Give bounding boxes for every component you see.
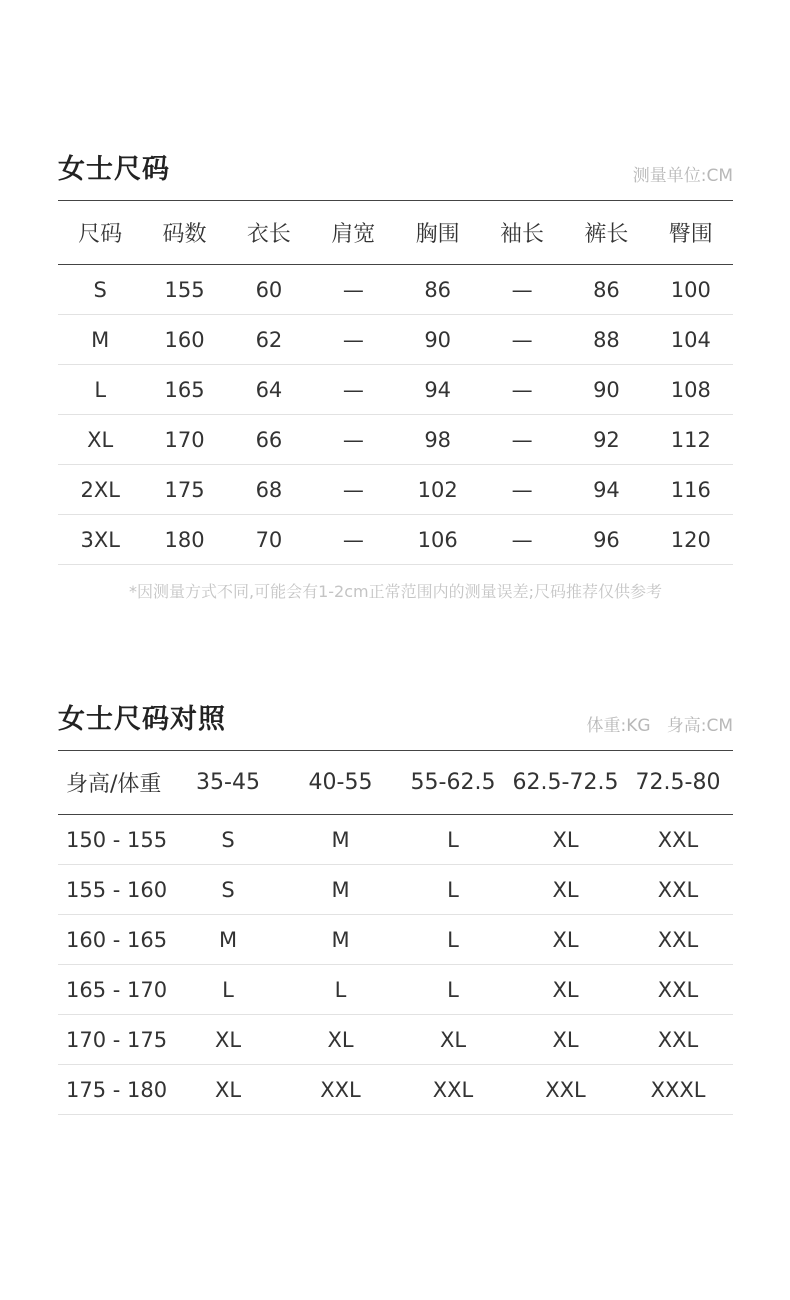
column-header: 72.5-80 <box>635 770 721 795</box>
table-row <box>58 1065 733 1115</box>
table-cell: 104 <box>670 327 711 352</box>
table-cell: L <box>94 377 107 402</box>
table-row <box>58 315 733 365</box>
table-cell: M <box>331 927 350 952</box>
table-cell: 3XL <box>80 527 120 552</box>
table-cell: — <box>342 327 364 352</box>
table-row <box>58 515 733 565</box>
table-cell: XL <box>87 427 114 452</box>
table-cell: 96 <box>593 527 620 552</box>
table-cell: 66 <box>255 427 283 452</box>
column-header: 62.5-72.5 <box>512 770 619 795</box>
table-row <box>58 865 733 915</box>
table-cell: XL <box>552 927 579 952</box>
column-header: 40-55 <box>308 770 373 795</box>
table-row <box>58 465 733 515</box>
table-cell: XL <box>327 1027 354 1052</box>
table-row <box>58 815 733 865</box>
table-cell: 92 <box>593 427 620 452</box>
table-cell: S <box>221 877 235 902</box>
table-header-row <box>58 201 733 265</box>
table-cell: 62 <box>255 327 283 352</box>
table-cell: XXL <box>657 877 699 902</box>
table-cell: 60 <box>255 277 283 302</box>
table-cell: 165 - 170 <box>66 977 168 1002</box>
table-cell: 106 <box>417 527 458 552</box>
table-cell: XL <box>552 977 579 1002</box>
size-chart-unit: 测量单位:CM <box>632 166 733 186</box>
table-cell: — <box>511 327 533 352</box>
table-row <box>58 915 733 965</box>
column-header: 臀围 <box>668 222 713 247</box>
table-cell: S <box>221 827 235 852</box>
table-cell: 170 <box>164 427 205 452</box>
size-reference-unit: 体重:KG 身高:CM <box>586 716 733 736</box>
table-cell: 68 <box>255 477 283 502</box>
table-cell: 94 <box>593 477 620 502</box>
table-cell: XXXL <box>650 1077 706 1102</box>
column-header: 裤长 <box>584 222 629 247</box>
size-chart-table <box>58 200 733 565</box>
size-reference-header <box>58 700 733 750</box>
table-cell: — <box>342 277 364 302</box>
table-cell: 100 <box>670 277 711 302</box>
table-cell: L <box>222 977 234 1002</box>
table-cell: XXL <box>657 977 699 1002</box>
table-cell: 86 <box>593 277 620 302</box>
table-cell: XXL <box>545 1077 586 1102</box>
table-cell: 155 <box>164 277 205 302</box>
table-cell: 120 <box>670 527 711 552</box>
size-reference-section <box>58 700 733 1115</box>
table-cell: M <box>331 877 350 902</box>
table-cell: 94 <box>424 377 452 402</box>
table-cell: — <box>342 377 364 402</box>
table-cell: L <box>447 877 459 902</box>
table-cell: 150 - 155 <box>66 827 168 852</box>
table-cell: XL <box>552 877 579 902</box>
table-cell: 64 <box>255 377 283 402</box>
table-cell: 155 - 160 <box>66 877 168 902</box>
table-row <box>58 1015 733 1065</box>
table-row <box>58 365 733 415</box>
table-cell: XXL <box>657 927 699 952</box>
table-cell: XXL <box>657 1027 699 1052</box>
table-cell: XL <box>439 1027 467 1052</box>
column-header: 肩宽 <box>331 222 376 247</box>
table-cell: M <box>331 827 350 852</box>
column-header: 袖长 <box>500 222 545 247</box>
table-cell: L <box>447 927 459 952</box>
table-cell: M <box>91 327 110 352</box>
table-cell: 88 <box>593 327 620 352</box>
table-cell: — <box>511 427 533 452</box>
table-cell: — <box>511 377 533 402</box>
table-cell: 90 <box>424 327 452 352</box>
column-header: 胸围 <box>415 222 460 247</box>
size-chart-header <box>58 150 733 200</box>
table-cell: — <box>511 277 533 302</box>
table-row <box>58 415 733 465</box>
column-header: 35-45 <box>196 770 260 795</box>
table-cell: — <box>511 477 533 502</box>
table-cell: 165 <box>164 377 205 402</box>
table-cell: — <box>511 527 533 552</box>
table-cell: XL <box>552 1027 579 1052</box>
table-cell: 160 - 165 <box>66 927 168 952</box>
table-cell: 175 <box>164 477 205 502</box>
table-cell: 98 <box>424 427 452 452</box>
table-cell: 160 <box>164 327 205 352</box>
table-cell: 180 <box>164 527 205 552</box>
table-cell: 70 <box>255 527 283 552</box>
table-cell: XXL <box>657 827 699 852</box>
size-reference-table <box>58 750 733 1115</box>
column-header: 55-62.5 <box>410 770 496 795</box>
size-reference-title: 女士尺码对照 <box>58 704 226 735</box>
table-cell: 2XL <box>80 477 120 502</box>
table-row <box>58 265 733 315</box>
table-cell: S <box>93 277 107 302</box>
table-cell: — <box>342 527 364 552</box>
table-cell: L <box>447 977 459 1002</box>
column-header: 码数 <box>162 222 207 247</box>
table-cell: 112 <box>670 427 711 452</box>
table-cell: 90 <box>593 377 620 402</box>
size-chart-title: 女士尺码 <box>58 154 170 185</box>
size-chart-section <box>58 150 733 602</box>
table-cell: 108 <box>670 377 711 402</box>
table-cell: L <box>334 977 347 1002</box>
table-cell: 102 <box>417 477 458 502</box>
column-header: 尺码 <box>78 222 123 247</box>
measurement-disclaimer: *因测量方式不同,可能会有1-2cm正常范围内的测量误差;尺码推荐仅供参考 <box>129 582 662 601</box>
table-cell: M <box>218 927 238 952</box>
table-cell: L <box>447 827 459 852</box>
table-cell: XL <box>214 1027 242 1052</box>
table-row <box>58 965 733 1015</box>
table-header-row <box>58 751 733 815</box>
table-cell: — <box>342 427 364 452</box>
table-cell: 175 - 180 <box>66 1077 168 1102</box>
table-cell: 170 - 175 <box>66 1027 168 1052</box>
table-cell: 116 <box>670 477 711 502</box>
table-cell: XL <box>552 827 579 852</box>
table-cell: 86 <box>424 277 452 302</box>
table-cell: XL <box>214 1077 242 1102</box>
table-cell: — <box>342 477 364 502</box>
column-header: 身高/体重 <box>66 772 162 797</box>
table-cell: XXL <box>320 1077 361 1102</box>
table-cell: XXL <box>432 1077 474 1102</box>
column-header: 衣长 <box>246 222 291 247</box>
